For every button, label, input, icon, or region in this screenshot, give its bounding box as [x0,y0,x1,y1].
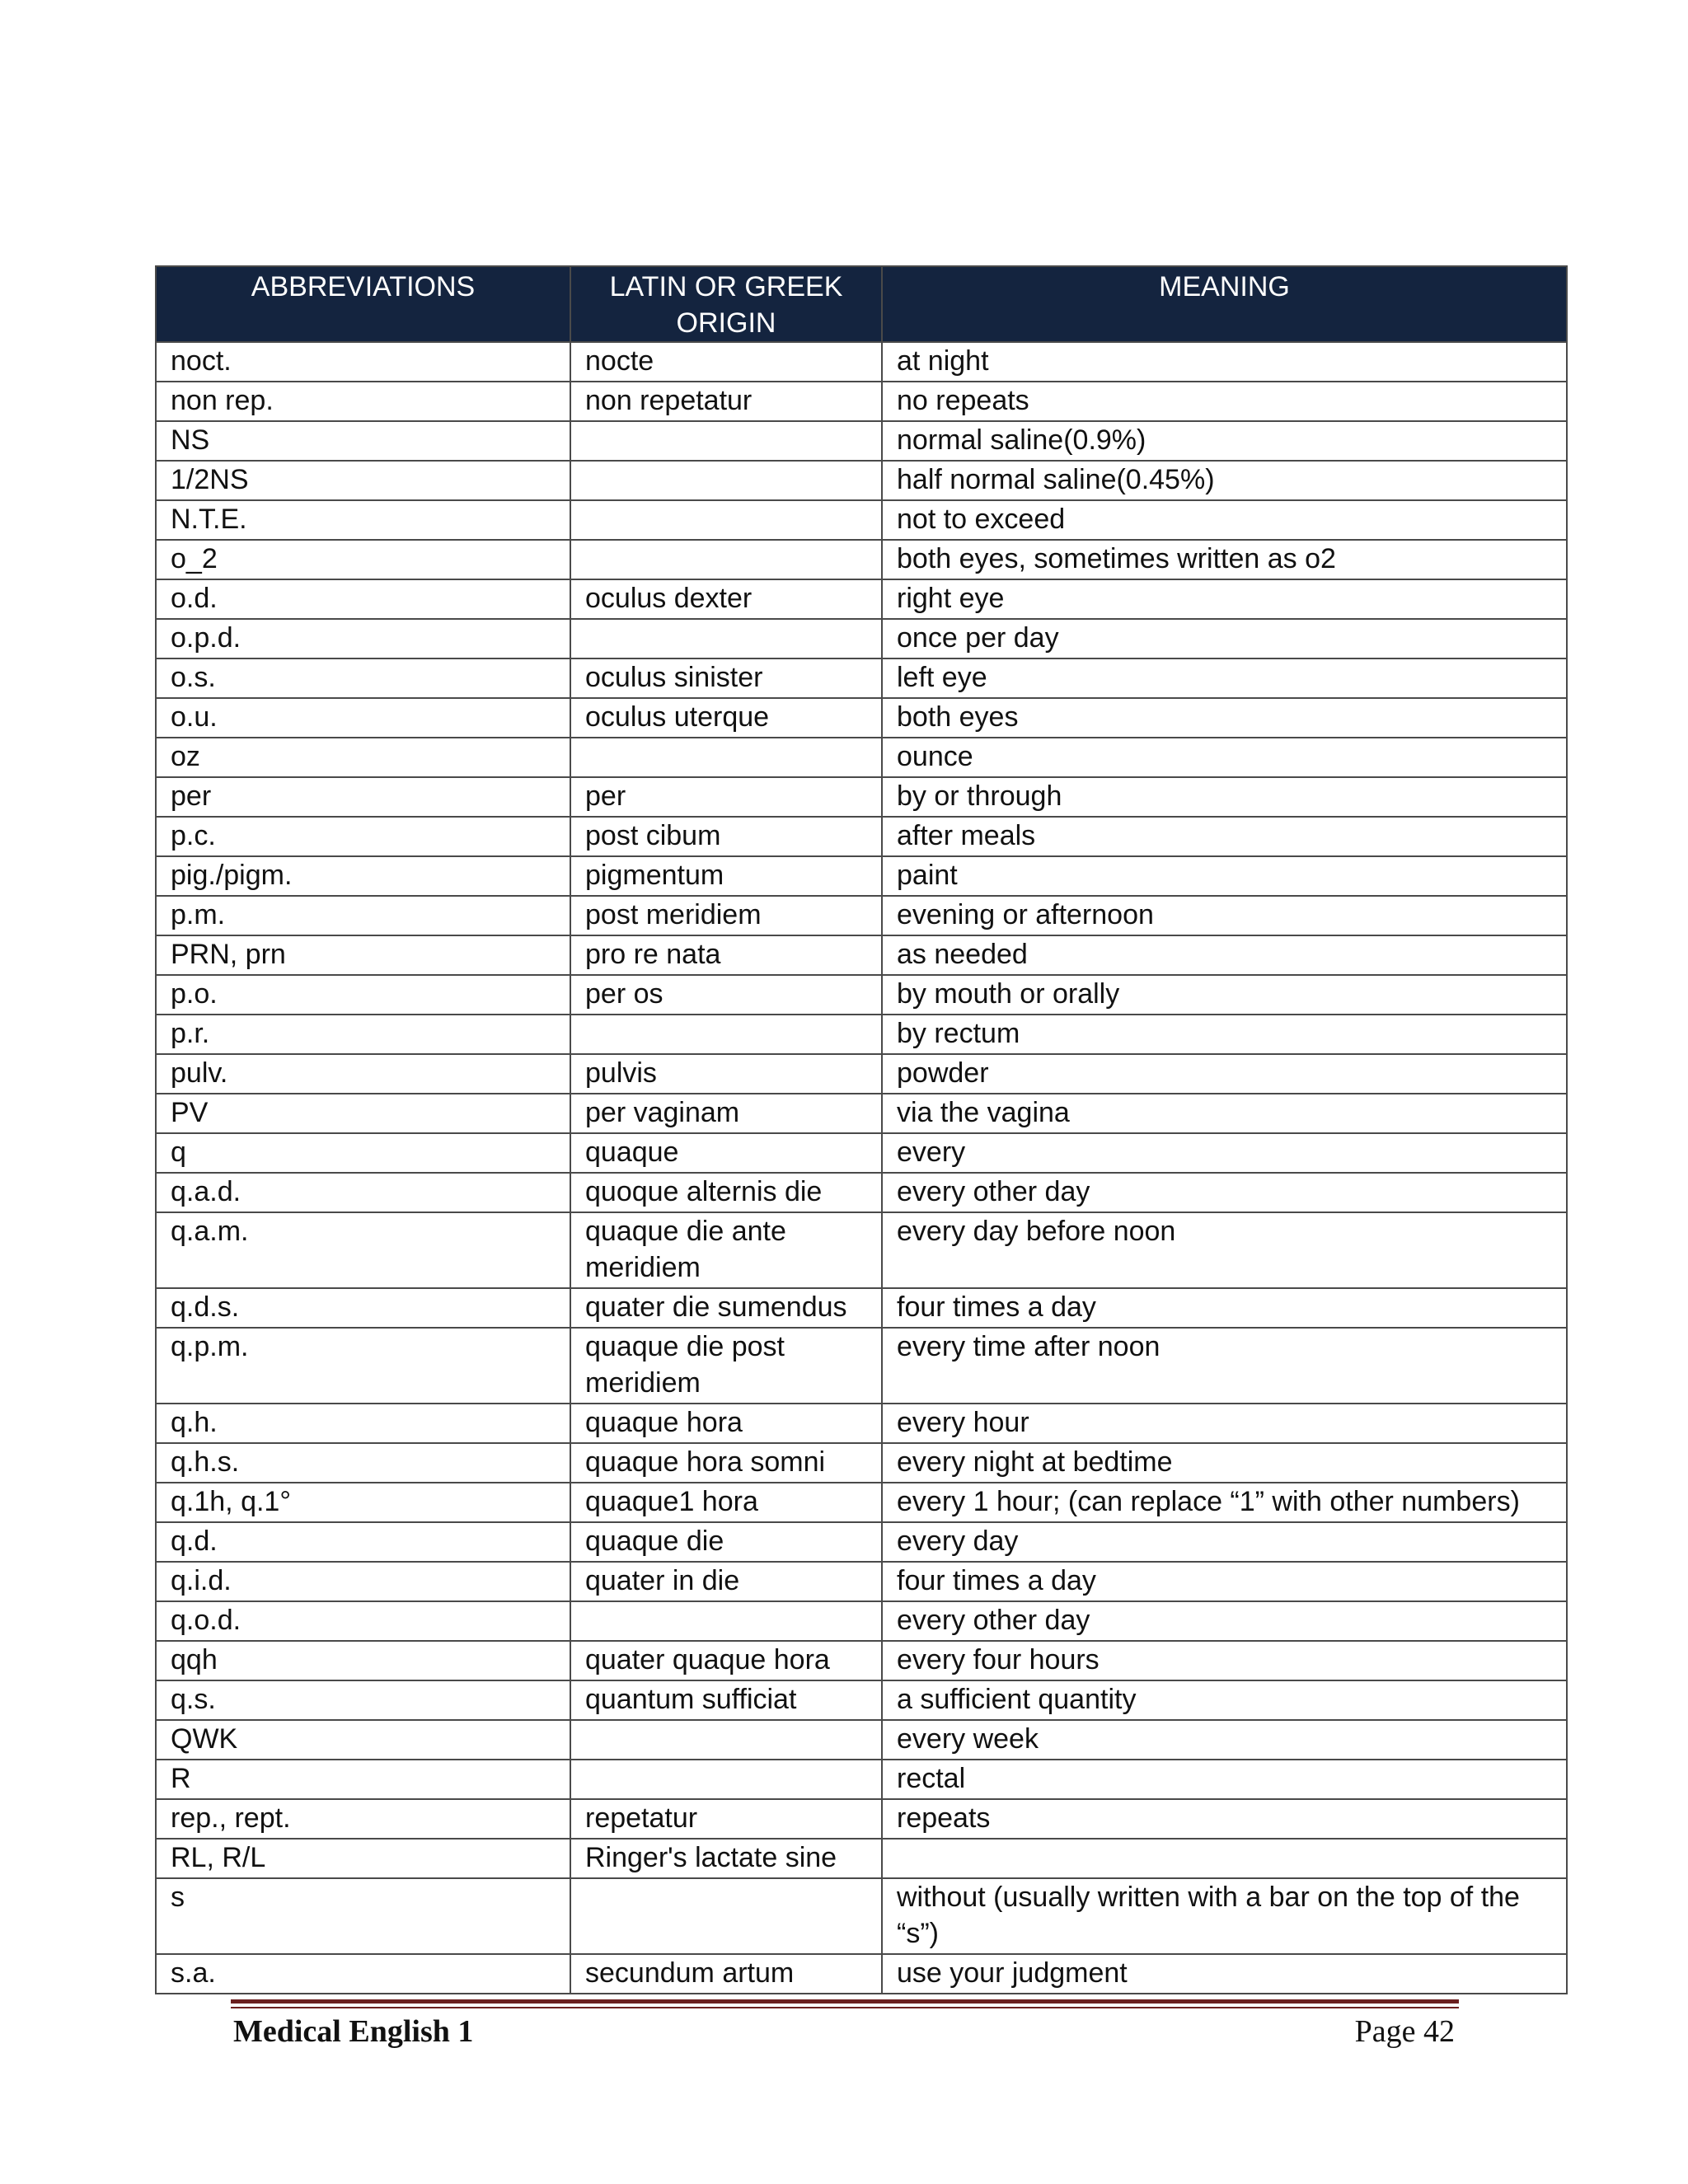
origin-cell [570,540,882,579]
origin-cell: post cibum [570,817,882,856]
meaning-cell: every week [882,1720,1567,1760]
meaning-cell: by or through [882,777,1567,817]
origin-cell: quaque1 hora [570,1483,882,1522]
table-row [156,1288,1567,1328]
meaning-cell: evening or afternoon [882,896,1567,935]
footer-rule [231,1999,1459,2004]
meaning-cell: every day before noon [882,1212,1567,1288]
meaning-cell: powder [882,1054,1567,1094]
abbreviation-cell: QWK [156,1720,570,1760]
footer-rule-thin [231,2007,1459,2008]
origin-cell: secundum artum [570,1954,882,1994]
abbreviation-cell: o.s. [156,658,570,698]
origin-cell [570,1878,882,1954]
table-row [156,1878,1567,1954]
origin-cell [570,619,882,658]
abbreviation-cell: rep., rept. [156,1799,570,1839]
origin-cell [570,1015,882,1054]
abbreviation-cell: q.o.d. [156,1601,570,1641]
origin-cell [570,1760,882,1799]
abbreviations-table [155,265,1568,1994]
footer-title: Medical English 1 [233,2014,474,2049]
table-row [156,698,1567,738]
meaning-cell: once per day [882,619,1567,658]
table-row [156,1483,1567,1522]
abbreviation-cell: q.d. [156,1522,570,1562]
abbreviation-cell: noct. [156,342,570,382]
table-row [156,1601,1567,1641]
meaning-cell: both eyes [882,698,1567,738]
abbreviation-cell: s [156,1878,570,1954]
abbreviation-cell: q.d.s. [156,1288,570,1328]
abbreviation-cell: non rep. [156,382,570,421]
page-number: Page 42 [1354,2014,1455,2049]
meaning-cell: via the vagina [882,1094,1567,1133]
origin-cell: quaque die [570,1522,882,1562]
origin-cell [570,1720,882,1760]
meaning-cell: by rectum [882,1015,1567,1054]
table-row [156,1443,1567,1483]
origin-cell: quaque [570,1133,882,1173]
origin-cell: quater die sumendus [570,1288,882,1328]
meaning-cell: every night at bedtime [882,1443,1567,1483]
table-row [156,1562,1567,1601]
origin-cell: oculus sinister [570,658,882,698]
origin-cell [570,461,882,500]
abbreviation-cell: q.a.m. [156,1212,570,1288]
origin-cell [570,500,882,540]
abbreviation-cell: q.p.m. [156,1328,570,1404]
table-body [156,342,1567,1994]
abbreviation-cell: o.u. [156,698,570,738]
origin-cell: quaque die post meridiem [570,1328,882,1404]
abbreviation-cell: N.T.E. [156,500,570,540]
abbreviation-cell: o_2 [156,540,570,579]
meaning-cell: ounce [882,738,1567,777]
origin-cell: quoque alternis die [570,1173,882,1212]
meaning-cell: a sufficient quantity [882,1680,1567,1720]
table-row [156,579,1567,619]
meaning-cell: every 1 hour; (can replace “1” with other numbers) [882,1483,1567,1522]
meaning-cell: every day [882,1522,1567,1562]
table-row [156,500,1567,540]
table-row [156,1094,1567,1133]
meaning-cell: by mouth or orally [882,975,1567,1015]
origin-cell: pigmentum [570,856,882,896]
abbreviation-cell: s.a. [156,1954,570,1994]
table-row [156,738,1567,777]
abbreviation-cell: RL, R/L [156,1839,570,1878]
origin-cell: quantum sufficiat [570,1680,882,1720]
abbreviation-cell: q.1h, q.1° [156,1483,570,1522]
table-row [156,817,1567,856]
table-row [156,896,1567,935]
table-row [156,461,1567,500]
origin-cell: oculus uterque [570,698,882,738]
meaning-cell: every [882,1133,1567,1173]
origin-cell: pro re nata [570,935,882,975]
meaning-cell: after meals [882,817,1567,856]
abbreviation-cell: q.h.s. [156,1443,570,1483]
table-row [156,1954,1567,1994]
origin-cell: quater in die [570,1562,882,1601]
origin-cell [570,421,882,461]
origin-cell: per os [570,975,882,1015]
header-abbreviations: ABBREVIATIONS [156,266,570,342]
meaning-cell: paint [882,856,1567,896]
meaning-cell: at night [882,342,1567,382]
abbreviation-cell: qqh [156,1641,570,1680]
origin-cell: per vaginam [570,1094,882,1133]
table-row [156,1133,1567,1173]
abbreviation-cell: oz [156,738,570,777]
table-header-row [156,266,1567,342]
origin-cell: quaque hora [570,1404,882,1443]
origin-cell: quaque die ante meridiem [570,1212,882,1288]
origin-cell: quaque hora somni [570,1443,882,1483]
table-row [156,1720,1567,1760]
table-row [156,1015,1567,1054]
meaning-cell: both eyes, sometimes written as o2 [882,540,1567,579]
meaning-cell: normal saline(0.9%) [882,421,1567,461]
table-row [156,540,1567,579]
meaning-cell: half normal saline(0.45%) [882,461,1567,500]
meaning-cell: no repeats [882,382,1567,421]
origin-cell: nocte [570,342,882,382]
origin-cell [570,1601,882,1641]
origin-cell: per [570,777,882,817]
origin-cell: pulvis [570,1054,882,1094]
abbreviation-cell: p.o. [156,975,570,1015]
table-row [156,1212,1567,1288]
abbreviation-cell: PV [156,1094,570,1133]
meaning-cell: every time after noon [882,1328,1567,1404]
origin-cell [570,738,882,777]
table-row [156,1760,1567,1799]
origin-cell: repetatur [570,1799,882,1839]
table-row [156,1839,1567,1878]
table-row [156,1328,1567,1404]
table-row [156,1522,1567,1562]
meaning-cell: every other day [882,1173,1567,1212]
header-meaning: MEANING [882,266,1567,342]
table-row [156,382,1567,421]
table-row [156,1054,1567,1094]
meaning-cell: use your judgment [882,1954,1567,1994]
meaning-cell: four times a day [882,1562,1567,1601]
abbreviation-cell: 1/2NS [156,461,570,500]
table-row [156,619,1567,658]
meaning-cell: every four hours [882,1641,1567,1680]
meaning-cell: without (usually written with a bar on the top of the “s”) [882,1878,1567,1954]
table-row [156,777,1567,817]
meaning-cell: repeats [882,1799,1567,1839]
origin-cell: oculus dexter [570,579,882,619]
abbreviation-cell: q.s. [156,1680,570,1720]
header-origin: LATIN OR GREEK ORIGIN [570,266,882,342]
abbreviation-cell: q.h. [156,1404,570,1443]
origin-cell: non repetatur [570,382,882,421]
origin-cell: quater quaque hora [570,1641,882,1680]
abbreviation-cell: R [156,1760,570,1799]
abbreviation-cell: p.r. [156,1015,570,1054]
abbreviation-cell: per [156,777,570,817]
abbreviation-cell: q [156,1133,570,1173]
meaning-cell: rectal [882,1760,1567,1799]
abbreviation-cell: pulv. [156,1054,570,1094]
origin-cell: Ringer's lactate sine [570,1839,882,1878]
table-row [156,1799,1567,1839]
meaning-cell [882,1839,1567,1878]
meaning-cell: not to exceed [882,500,1567,540]
table-row [156,1680,1567,1720]
table-row [156,658,1567,698]
meaning-cell: every other day [882,1601,1567,1641]
table-row [156,856,1567,896]
meaning-cell: four times a day [882,1288,1567,1328]
meaning-cell: left eye [882,658,1567,698]
abbreviation-cell: o.d. [156,579,570,619]
meaning-cell: as needed [882,935,1567,975]
origin-cell: post meridiem [570,896,882,935]
table-row [156,935,1567,975]
table-row [156,1173,1567,1212]
meaning-cell: every hour [882,1404,1567,1443]
table-row [156,1641,1567,1680]
abbreviation-cell: p.m. [156,896,570,935]
table-row [156,342,1567,382]
table-row [156,421,1567,461]
table-row [156,975,1567,1015]
abbreviation-cell: q.a.d. [156,1173,570,1212]
abbreviation-cell: NS [156,421,570,461]
table-row [156,1404,1567,1443]
meaning-cell: right eye [882,579,1567,619]
abbreviation-cell: o.p.d. [156,619,570,658]
abbreviation-cell: q.i.d. [156,1562,570,1601]
abbreviation-cell: pig./pigm. [156,856,570,896]
abbreviation-cell: PRN, prn [156,935,570,975]
abbreviation-cell: p.c. [156,817,570,856]
